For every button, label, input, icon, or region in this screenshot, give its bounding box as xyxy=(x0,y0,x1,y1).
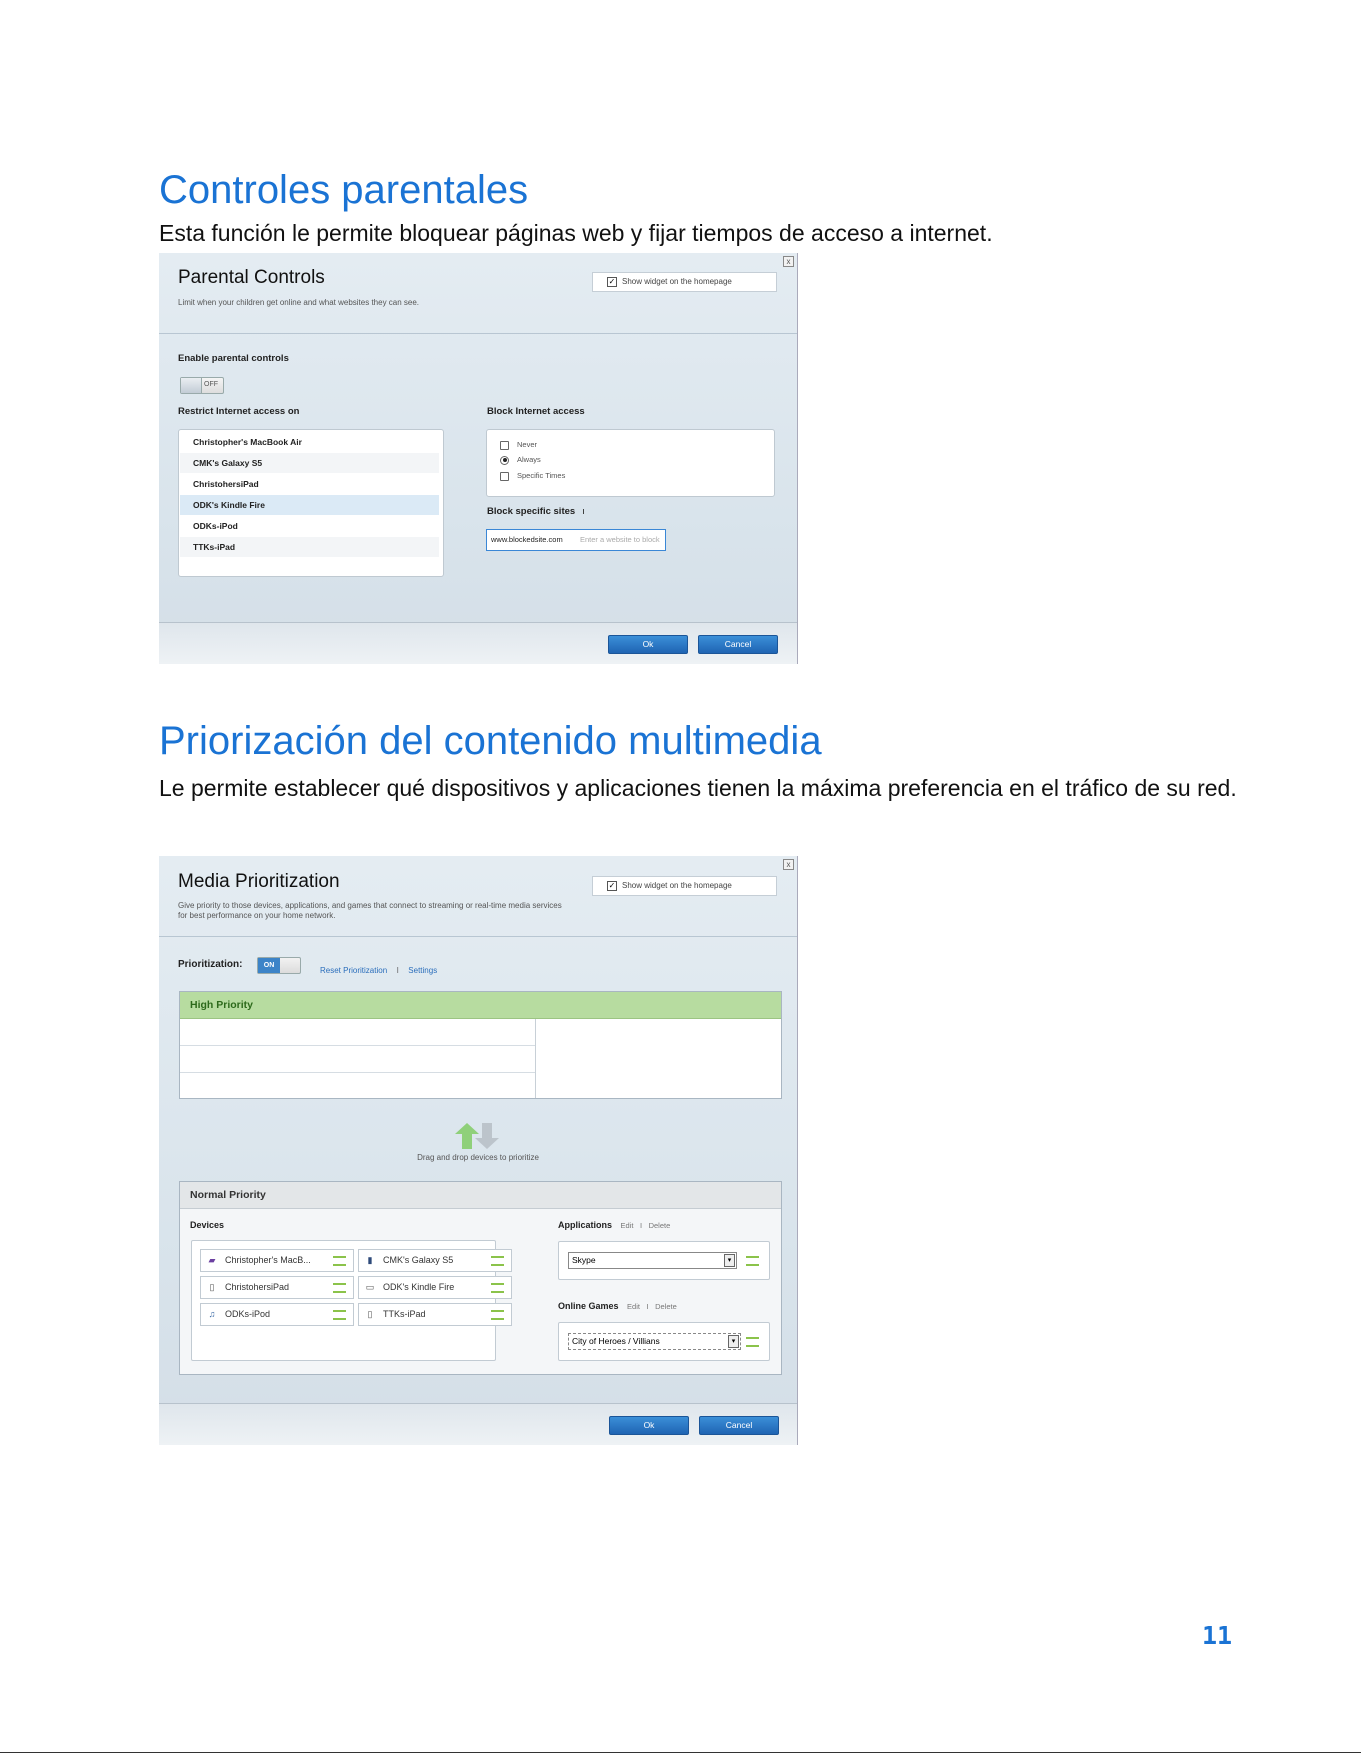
link-separator: I xyxy=(396,966,399,975)
radio-always[interactable] xyxy=(500,455,541,465)
prioritization-links xyxy=(320,960,437,978)
section-heading-parental: Controles parentales xyxy=(159,168,529,212)
devices-area xyxy=(191,1240,496,1361)
application-value: Skype xyxy=(572,1255,596,1265)
device-name: TTKs-iPad xyxy=(383,1309,426,1319)
high-priority-list xyxy=(180,1019,536,1098)
radio-label: Never xyxy=(517,440,538,449)
footer-rule xyxy=(0,1752,1361,1753)
section-description-media: Le permite establecer qué dispositivos y aplicaciones tienen la máxima preferencia en el tráfico de su red. xyxy=(159,775,1237,801)
reset-prioritization-link[interactable]: Reset Prioritization xyxy=(320,966,388,975)
prioritization-label: Prioritization: xyxy=(178,959,243,970)
section-heading-media: Priorización del contenido multimedia xyxy=(159,719,822,763)
laptop-icon: ▰ xyxy=(208,1255,216,1265)
device-item[interactable]: TTKs-iPad xyxy=(180,537,439,557)
applications-area xyxy=(558,1241,770,1280)
link-separator: I xyxy=(646,1302,649,1311)
block-access-options xyxy=(486,429,775,497)
chevron-down-icon: ▾ xyxy=(724,1254,735,1267)
header-divider xyxy=(159,936,797,937)
ok-button[interactable]: Ok xyxy=(609,1416,689,1435)
media-player-icon: ♫ xyxy=(208,1309,216,1319)
drag-handle-icon[interactable] xyxy=(491,1310,504,1320)
device-chip[interactable] xyxy=(358,1276,512,1299)
checkmark-icon: ✓ xyxy=(608,276,616,286)
radio-label: Specific Times xyxy=(517,471,566,480)
radio-icon xyxy=(500,472,509,481)
radio-selected-icon xyxy=(500,456,509,465)
games-edit-link[interactable]: Edit xyxy=(627,1302,640,1311)
chevron-down-icon: ▾ xyxy=(728,1335,739,1348)
row-divider xyxy=(180,1045,535,1046)
application-select[interactable] xyxy=(568,1252,737,1269)
drag-handle-icon[interactable] xyxy=(746,1256,759,1266)
close-icon[interactable]: x xyxy=(783,859,794,870)
drag-hint: Drag and drop devices to prioritize xyxy=(417,1153,539,1162)
device-chip[interactable] xyxy=(200,1276,354,1299)
restrict-label: Restrict Internet access on xyxy=(178,406,300,417)
drag-handle-icon[interactable] xyxy=(333,1310,346,1320)
device-name: ODKs-iPod xyxy=(225,1309,271,1319)
info-icon: ı xyxy=(582,506,585,517)
panel-title: Media Prioritization xyxy=(178,871,340,892)
show-widget-label: Show widget on the homepage xyxy=(622,881,732,890)
applications-delete-link[interactable]: Delete xyxy=(648,1221,671,1230)
game-select[interactable] xyxy=(568,1333,741,1350)
device-chip[interactable] xyxy=(200,1249,354,1272)
panel-footer xyxy=(159,622,797,664)
applications-label: Applications xyxy=(558,1220,613,1230)
drag-handle-icon[interactable] xyxy=(746,1337,759,1347)
toggle-state: ON xyxy=(258,958,280,973)
toggle-knob xyxy=(181,378,202,393)
tablet-icon: ▯ xyxy=(209,1282,215,1292)
drag-handle-icon[interactable] xyxy=(333,1256,346,1266)
device-chip[interactable] xyxy=(200,1303,354,1326)
ereader-icon: ▭ xyxy=(365,1282,375,1292)
drag-handle-icon[interactable] xyxy=(491,1283,504,1293)
site-placeholder: Enter a website to block xyxy=(580,535,660,544)
parental-controls-panel xyxy=(159,253,798,664)
device-item[interactable]: Christopher's MacBook Air xyxy=(193,437,302,447)
block-access-label: Block Internet access xyxy=(487,406,585,417)
device-item[interactable]: CMK's Galaxy S5 xyxy=(180,453,439,473)
panel-subtitle: Limit when your children get online and what websites they can see. xyxy=(178,298,420,307)
normal-priority-header: Normal Priority xyxy=(180,1182,781,1209)
high-priority-box xyxy=(179,991,782,1099)
block-sites-label xyxy=(487,506,585,517)
normal-priority-box xyxy=(179,1181,782,1375)
enable-parental-label: Enable parental controls xyxy=(178,353,289,364)
show-widget-checkbox[interactable] xyxy=(592,876,777,896)
section-description-parental: Esta función le permite bloquear páginas web y fijar tiempos de acceso a internet. xyxy=(159,220,993,246)
parental-toggle[interactable] xyxy=(180,377,224,394)
tablet-icon: ▯ xyxy=(367,1309,373,1319)
device-item[interactable]: ChristohersiPad xyxy=(193,479,259,489)
panel-title: Parental Controls xyxy=(178,267,325,288)
radio-specific-times[interactable] xyxy=(500,471,565,481)
prioritization-toggle[interactable] xyxy=(257,957,301,974)
link-separator: I xyxy=(639,1221,643,1230)
device-chip[interactable] xyxy=(358,1249,512,1272)
phone-icon: ▮ xyxy=(367,1255,373,1265)
row-divider xyxy=(180,1072,535,1073)
panel-footer xyxy=(159,1403,797,1445)
game-value: City of Heroes / Villians xyxy=(572,1336,660,1346)
block-sites-text: Block specific sites xyxy=(487,506,576,517)
drag-handle-icon[interactable] xyxy=(333,1283,346,1293)
site-value: www.blockedsite.com xyxy=(491,535,563,544)
games-header xyxy=(558,1301,677,1311)
blocked-site-input[interactable] xyxy=(486,529,666,551)
drag-arrows-icon xyxy=(455,1123,501,1149)
device-chip[interactable] xyxy=(358,1303,512,1326)
ok-button[interactable]: Ok xyxy=(608,635,688,654)
device-list xyxy=(178,429,444,577)
drag-handle-icon[interactable] xyxy=(491,1256,504,1266)
device-name: CMK's Galaxy S5 xyxy=(383,1255,454,1265)
radio-icon xyxy=(500,441,509,450)
device-item-selected[interactable]: ODK's Kindle Fire xyxy=(180,495,439,515)
toggle-state: OFF xyxy=(204,381,218,388)
applications-header xyxy=(558,1220,670,1230)
device-name: ChristohersiPad xyxy=(225,1282,290,1292)
header-divider xyxy=(159,333,797,334)
device-item[interactable]: ODKs-iPod xyxy=(193,521,238,531)
cancel-button[interactable]: Cancel xyxy=(699,1416,779,1435)
show-widget-checkbox[interactable] xyxy=(592,272,777,292)
device-name: Christopher's MacB... xyxy=(225,1255,311,1265)
devices-label: Devices xyxy=(190,1220,225,1230)
online-games-label: Online Games xyxy=(558,1301,619,1311)
high-priority-header: High Priority xyxy=(180,992,781,1019)
games-delete-link[interactable]: Delete xyxy=(655,1302,677,1311)
checkmark-icon: ✓ xyxy=(608,880,616,890)
settings-link[interactable]: Settings xyxy=(408,966,438,975)
page-number: 11 xyxy=(1202,1621,1233,1650)
media-prioritization-panel xyxy=(159,856,798,1445)
show-widget-label: Show widget on the homepage xyxy=(622,277,732,286)
games-area xyxy=(558,1322,770,1361)
panel-subtitle: Give priority to those devices, applications, and games that connect to streaming or real-time media services for best performance on your home network. xyxy=(178,901,562,920)
applications-edit-link[interactable]: Edit xyxy=(620,1221,634,1230)
close-icon[interactable]: x xyxy=(783,256,794,267)
radio-never[interactable] xyxy=(500,440,537,450)
cancel-button[interactable]: Cancel xyxy=(698,635,778,654)
device-name: ODK's Kindle Fire xyxy=(383,1282,455,1292)
radio-label: Always xyxy=(517,455,541,464)
